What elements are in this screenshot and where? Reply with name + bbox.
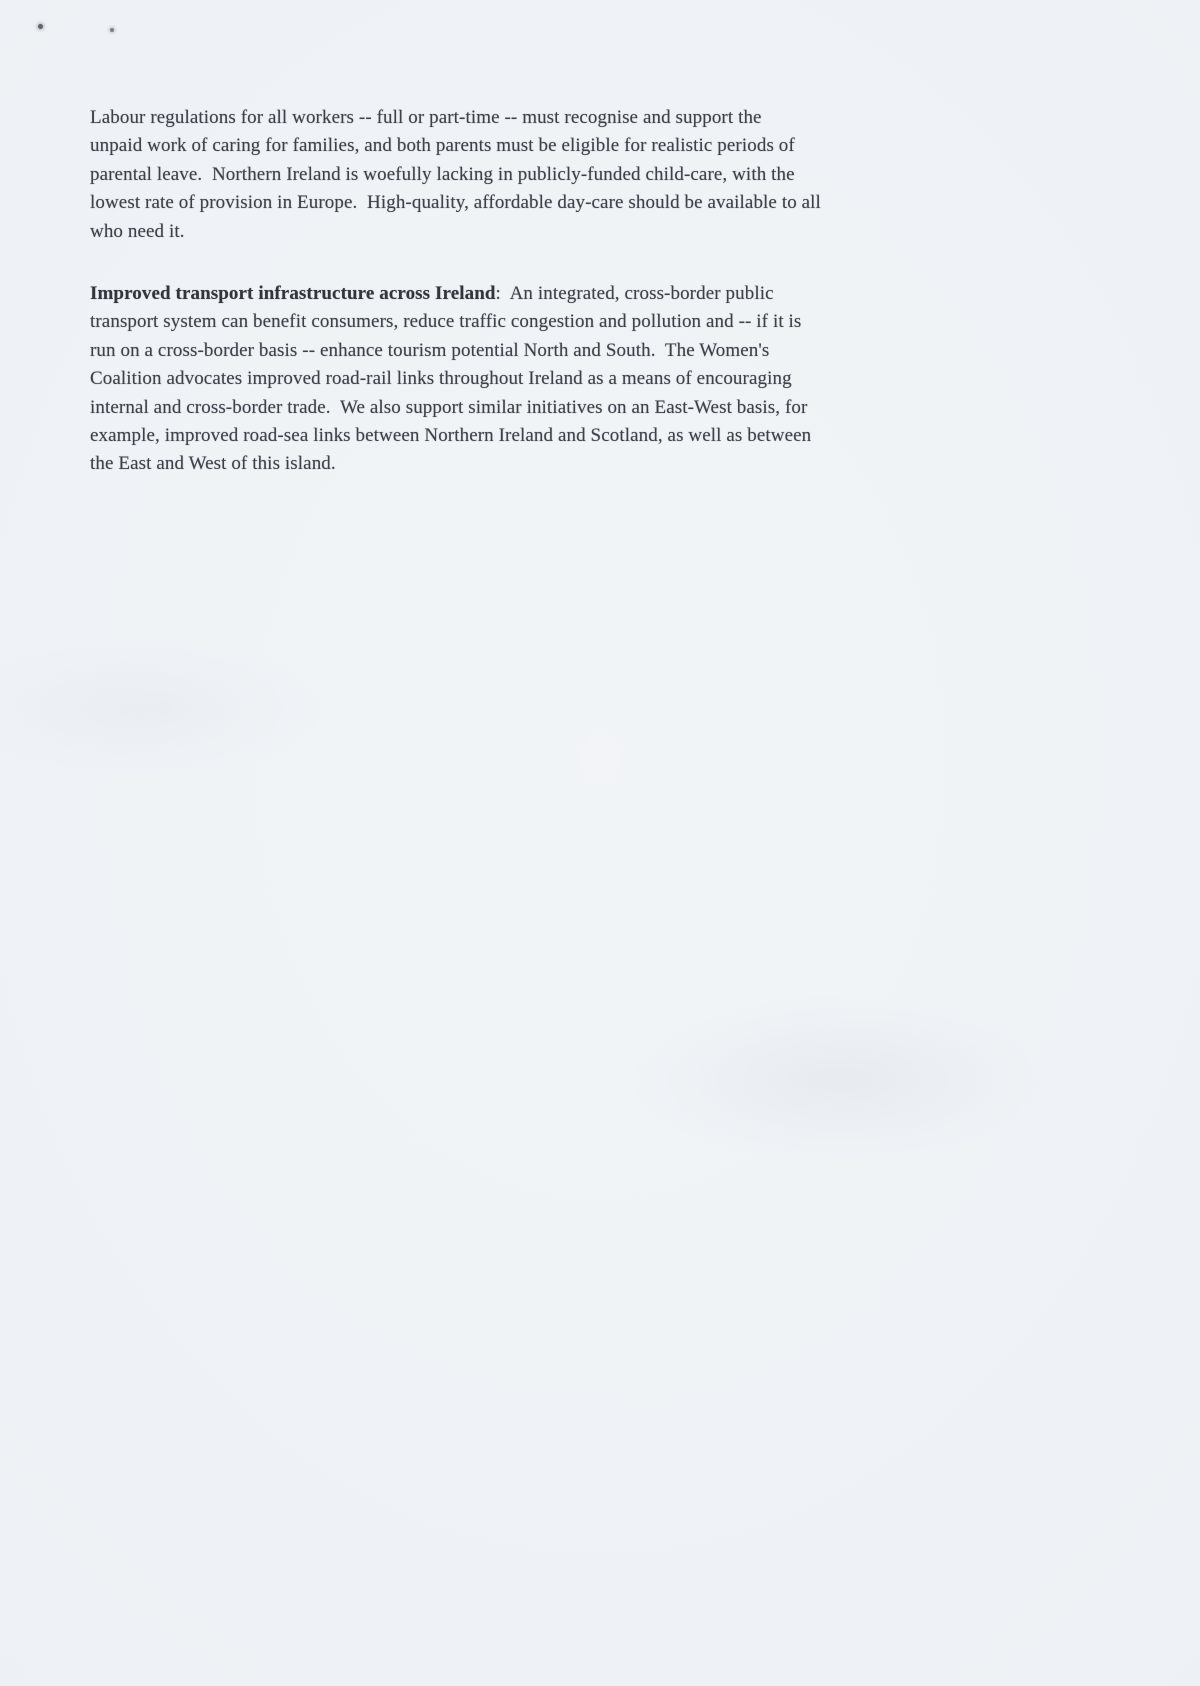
scan-speck-icon: [38, 24, 43, 29]
text-line: example, improved road-sea links between Northern Ireland and Scotland, as well as between: [90, 425, 812, 447]
text-line: unpaid work of caring for families, and both parents must be eligible for realistic periods of: [90, 135, 795, 157]
scan-speck-icon: [110, 28, 114, 32]
paragraph-transport-infrastructure: [90, 280, 990, 479]
paragraph-labour-regulations: [90, 104, 990, 246]
text-line: internal and cross-border trade. We also support similar initiatives on an East-West basis, for: [90, 396, 808, 418]
bold-lead-heading: Improved transport infrastructure across Ireland: [90, 283, 496, 305]
text-line: Labour regulations for all workers -- full or part-time -- must recognise and support the: [90, 107, 762, 128]
lead-continuation: : An integrated, cross-border public: [495, 283, 774, 305]
text-line: Coalition advocates improved road-rail links throughout Ireland as a means of encouraging: [90, 368, 792, 390]
text-line: run on a cross-border basis -- enhance tourism potential North and South. The Women's: [90, 339, 770, 361]
text-line: the East and West of this island.: [90, 453, 336, 475]
document-body: [90, 104, 990, 513]
text-line: who need it.: [90, 220, 185, 242]
text-line: lowest rate of provision in Europe. High-quality, affordable day-care should be available to all: [90, 192, 821, 214]
text-line: parental leave. Northern Ireland is woefully lacking in publicly-funded child-care, with the: [90, 163, 795, 185]
text-line: [90, 280, 990, 308]
text-line: transport system can benefit consumers, reduce traffic congestion and pollution and -- if it is: [90, 311, 802, 333]
